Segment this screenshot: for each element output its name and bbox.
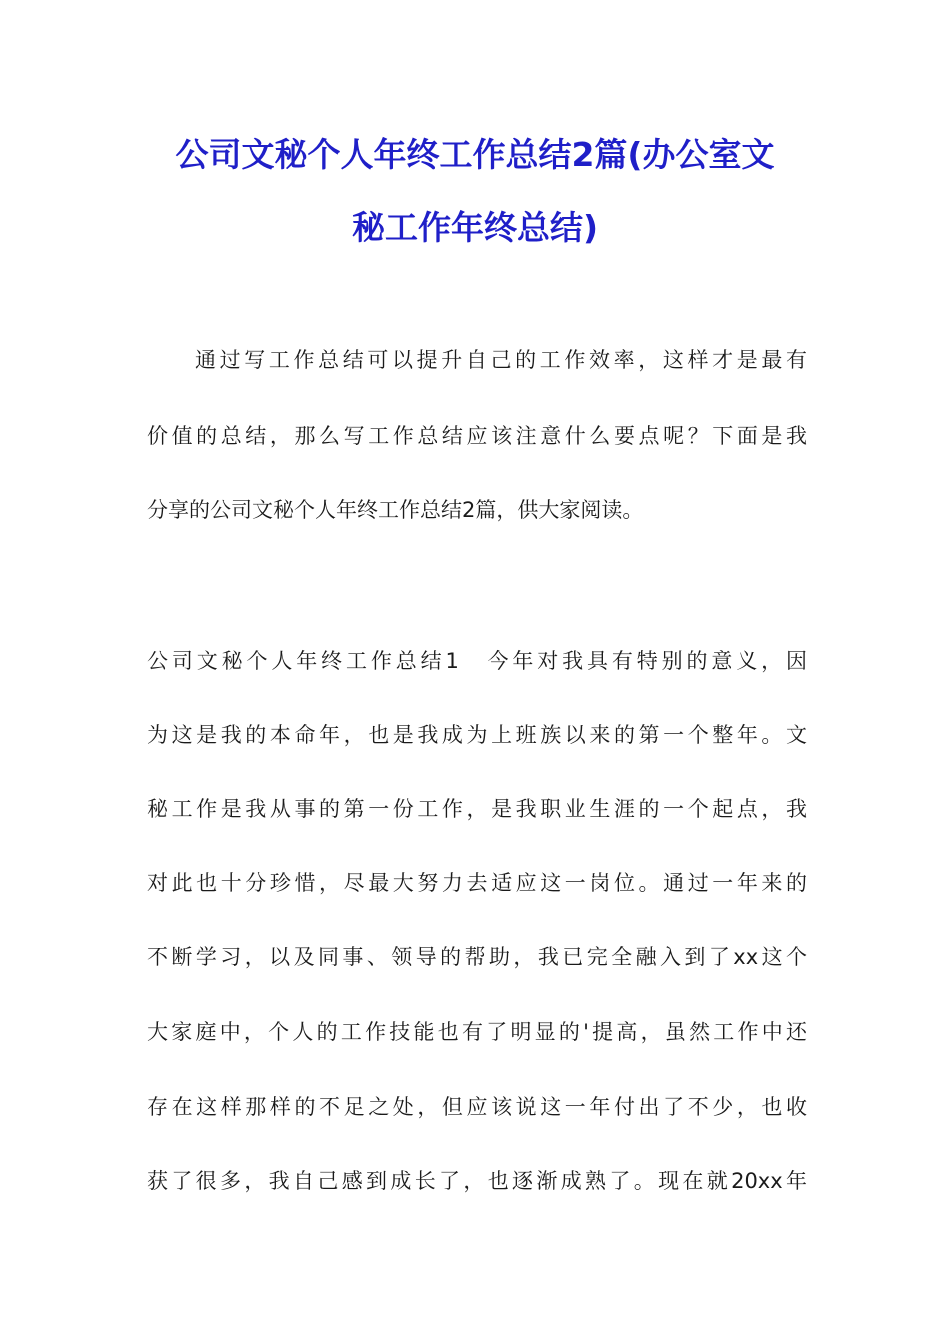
body-paragraph-line-3: 秘工作是我从事的第一份工作，是我职业生涯的一个起点，我 xyxy=(147,797,807,821)
intro-paragraph-line-1: 通过写工作总结可以提升自己的工作效率，这样才是最有 xyxy=(195,348,807,372)
document-title-line-1: 公司文秘个人年终工作总结2篇(办公室文 xyxy=(175,135,775,174)
body-paragraph-line-8: 获了很多，我自己感到成长了，也逐渐成熟了。现在就20xx年 xyxy=(147,1169,807,1193)
body-paragraph-line-5: 不断学习，以及同事、领导的帮助，我已完全融入到了xx这个 xyxy=(147,945,807,969)
body-paragraph-line-4: 对此也十分珍惜，尽最大努力去适应这一岗位。通过一年来的 xyxy=(147,871,807,895)
document-title-line-2: 秘工作年终总结) xyxy=(351,208,599,247)
body-paragraph-line-1: 公司文秘个人年终工作总结1 今年对我具有特别的意义，因 xyxy=(147,649,807,673)
body-paragraph-line-7: 存在这样那样的不足之处，但应该说这一年付出了不少，也收 xyxy=(147,1095,807,1119)
intro-paragraph-line-2: 价值的总结，那么写工作总结应该注意什么要点呢？下面是我 xyxy=(147,424,807,448)
body-paragraph-line-2: 为这是我的本命年，也是我成为上班族以来的第一个整年。文 xyxy=(147,723,807,747)
intro-paragraph-line-3: 分享的公司文秘个人年终工作总结2篇，供大家阅读。 xyxy=(147,498,644,522)
body-paragraph-line-6: 大家庭中，个人的工作技能也有了明显的'提高，虽然工作中还 xyxy=(147,1020,807,1044)
